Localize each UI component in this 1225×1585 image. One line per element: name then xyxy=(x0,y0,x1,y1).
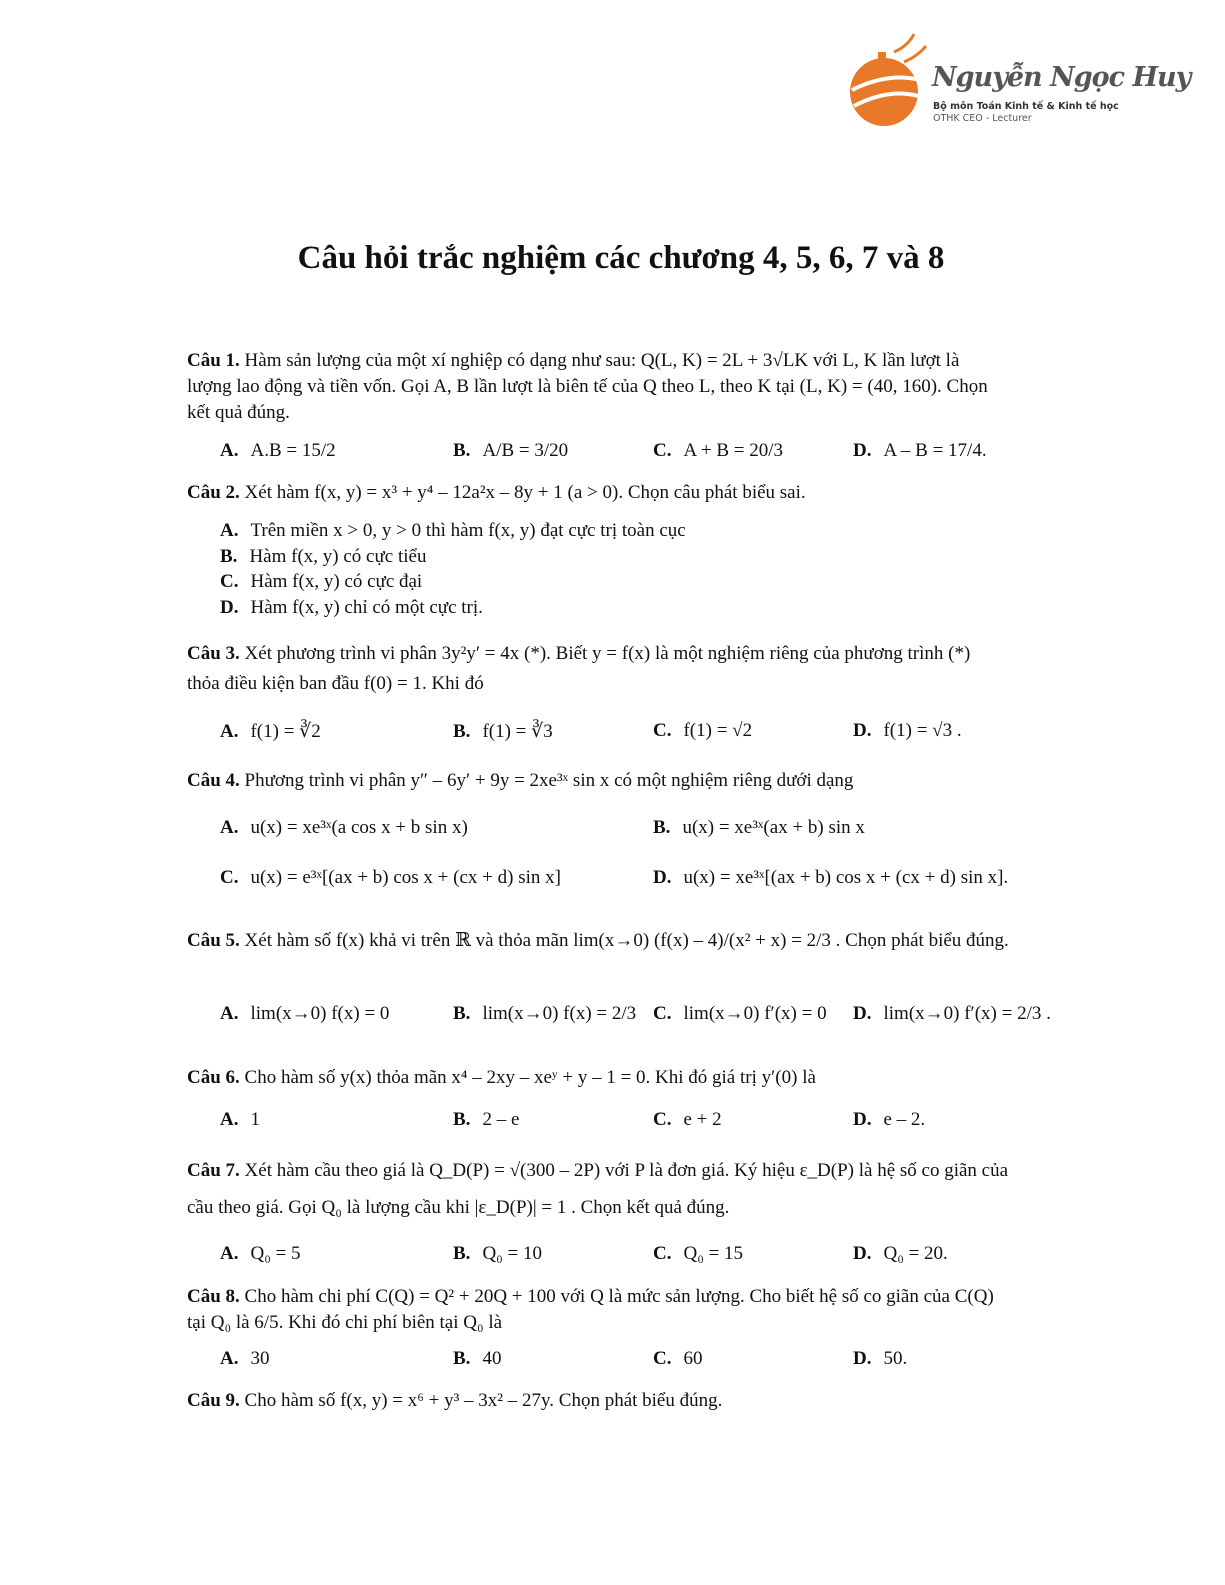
question-8-option-b[interactable] xyxy=(453,1348,501,1370)
question-text: cầu theo giá. Gọi Q₀ là lượng cầu khi |ε_D(P)| = 1 . Chọn kết quả đúng. xyxy=(187,1197,730,1218)
option-label: C. xyxy=(653,1348,672,1369)
option-text: lim(x→0) f′(x) = 2/3 . xyxy=(883,1003,1051,1024)
question-3-option-d[interactable] xyxy=(853,720,962,742)
option-label: D. xyxy=(653,867,672,888)
option-label: C. xyxy=(653,1243,672,1264)
question-number: Câu 4. xyxy=(187,770,240,791)
question-number: Câu 9. xyxy=(187,1390,240,1411)
option-text: Trên miền x > 0, y > 0 thì hàm f(x, y) đạt cực trị toàn cục xyxy=(250,520,686,541)
option-label: B. xyxy=(653,817,671,838)
option-text: Q₀ = 10 xyxy=(482,1243,542,1264)
question-6-option-d[interactable] xyxy=(853,1109,925,1131)
option-text: 2 – e xyxy=(482,1109,520,1130)
question-2-line xyxy=(187,480,806,506)
question-3-option-a[interactable] xyxy=(220,720,321,743)
question-9-line xyxy=(187,1388,722,1414)
question-3-line xyxy=(187,671,484,697)
question-2-option-b[interactable] xyxy=(220,546,426,568)
question-4-option-d[interactable] xyxy=(653,867,1008,889)
option-label: A. xyxy=(220,520,239,541)
option-label: A. xyxy=(220,440,239,461)
question-1-option-d[interactable] xyxy=(853,440,987,462)
option-label: B. xyxy=(453,1109,471,1130)
question-text: Xét hàm f(x, y) = x³ + y⁴ – 12a²x – 8y + 1 (a > 0). Chọn câu phát biểu sai. xyxy=(244,482,806,503)
question-5-option-d[interactable] xyxy=(853,1003,1051,1025)
option-label: C. xyxy=(653,720,672,741)
question-1-line xyxy=(187,400,290,426)
option-text: 50. xyxy=(883,1348,908,1369)
question-8-option-a[interactable] xyxy=(220,1348,269,1370)
option-label: A. xyxy=(220,1109,239,1130)
option-label: C. xyxy=(220,571,239,592)
question-2-option-c[interactable] xyxy=(220,571,422,593)
question-7-option-a[interactable] xyxy=(220,1243,301,1265)
question-8-option-d[interactable] xyxy=(853,1348,907,1370)
option-text: e – 2. xyxy=(883,1109,926,1130)
question-4-option-b[interactable] xyxy=(653,817,865,839)
option-label: C. xyxy=(653,440,672,461)
question-7-option-c[interactable] xyxy=(653,1243,743,1265)
option-text: 60 xyxy=(683,1348,703,1369)
option-label: A. xyxy=(220,817,239,838)
option-label: D. xyxy=(853,720,872,741)
question-number: Câu 1. xyxy=(187,350,240,371)
question-text: lượng lao động và tiền vốn. Gọi A, B lần lượt là biên tế của Q theo L, theo K tại (L, K) = (40, 160). Chọn xyxy=(187,376,988,397)
option-label: B. xyxy=(453,1348,471,1369)
question-6-option-a[interactable] xyxy=(220,1109,260,1131)
question-1-line xyxy=(187,348,959,374)
option-label: D. xyxy=(853,1348,872,1369)
question-text: Xét phương trình vi phân 3y²y′ = 4x (*). Biết y = f(x) là một nghiệm riêng của phương trình (*) xyxy=(244,643,971,664)
option-label: B. xyxy=(453,1243,471,1264)
option-text: u(x) = xe³ˣ(a cos x + b sin x) xyxy=(250,817,468,838)
question-number: Câu 7. xyxy=(187,1160,240,1181)
option-text: f(1) = √3 . xyxy=(883,720,962,741)
question-number: Câu 5. xyxy=(187,930,240,951)
option-label: D. xyxy=(220,596,239,618)
option-text: lim(x→0) f(x) = 2/3 xyxy=(482,1003,637,1024)
option-label: C. xyxy=(653,1003,672,1024)
question-8-option-c[interactable] xyxy=(653,1348,702,1370)
question-3-option-c[interactable] xyxy=(653,720,752,742)
option-text: A.B = 15/2 xyxy=(250,440,336,461)
question-text: Xét hàm số f(x) khả vi trên ℝ và thỏa mãn lim(x→0) (f(x) – 4)/(x² + x) = 2/3 . Chọn phát biểu đúng. xyxy=(244,930,1009,951)
option-text: lim(x→0) f(x) = 0 xyxy=(250,1003,390,1024)
option-label: C. xyxy=(653,1109,672,1130)
option-label: A. xyxy=(220,1003,239,1024)
question-number: Câu 3. xyxy=(187,643,240,664)
question-text: kết quả đúng. xyxy=(187,402,290,423)
question-5-option-a[interactable] xyxy=(220,1003,389,1025)
option-label: D. xyxy=(853,1003,872,1024)
question-number: Câu 8. xyxy=(187,1286,240,1307)
option-text: Hàm f(x, y) có cực đại xyxy=(250,571,423,592)
question-text: Phương trình vi phân y″ – 6y′ + 9y = 2xe³ˣ sin x có một nghiệm riêng dưới dạng xyxy=(244,770,854,791)
question-number: Câu 2. xyxy=(187,482,240,503)
option-text: Q₀ = 15 xyxy=(683,1243,744,1264)
question-7-line xyxy=(187,1195,729,1221)
logo-globe-icon xyxy=(848,32,928,132)
logo-role: OTHK CEO - Lecturer xyxy=(933,113,1032,124)
option-text: Hàm f(x, y) có cực tiểu xyxy=(249,545,427,567)
question-7-option-d[interactable] xyxy=(853,1243,948,1265)
question-4-option-c[interactable] xyxy=(220,867,561,889)
option-label: A. xyxy=(220,1348,239,1369)
question-2-option-d[interactable] xyxy=(220,597,483,619)
question-5-line xyxy=(187,928,1009,954)
logo-emblem xyxy=(848,32,928,132)
question-7-option-b[interactable] xyxy=(453,1243,542,1265)
question-4-line xyxy=(187,768,853,794)
option-label: D. xyxy=(853,1243,872,1264)
question-4-option-a[interactable] xyxy=(220,817,468,839)
option-label: A. xyxy=(220,1243,239,1264)
option-text: 30 xyxy=(250,1348,270,1369)
question-1-option-c[interactable] xyxy=(653,440,783,462)
option-text: u(x) = xe³ˣ(ax + b) sin x xyxy=(682,817,865,838)
question-6-line xyxy=(187,1065,816,1091)
question-3-line xyxy=(187,641,970,667)
option-label: A. xyxy=(220,721,239,742)
question-8-line xyxy=(187,1310,502,1336)
option-label: B. xyxy=(453,1003,471,1024)
question-1-line xyxy=(187,374,988,400)
question-2-option-a[interactable] xyxy=(220,520,686,542)
question-text: Cho hàm số y(x) thỏa mãn x⁴ – 2xy – xeʸ + y – 1 = 0. Khi đó giá trị y′(0) là xyxy=(244,1067,816,1088)
option-text: A + B = 20/3 xyxy=(683,440,784,461)
question-3-option-b[interactable] xyxy=(453,720,553,743)
question-6-option-b[interactable] xyxy=(453,1109,519,1131)
option-text: A – B = 17/4. xyxy=(883,440,987,461)
option-text: Q₀ = 20. xyxy=(883,1243,948,1264)
option-text: f(1) = √2 xyxy=(683,720,753,741)
option-text: f(1) = ∛3 xyxy=(482,721,553,742)
question-8-line xyxy=(187,1284,994,1310)
question-1-option-a[interactable] xyxy=(220,440,336,462)
question-7-line xyxy=(187,1158,1008,1184)
question-number: Câu 6. xyxy=(187,1067,240,1088)
page-title: Câu hỏi trắc nghiệm các chương 4, 5, 6, 7 và 8 xyxy=(297,240,945,276)
option-label: D. xyxy=(853,1109,872,1130)
logo-name: Nguyễn Ngọc Huy xyxy=(932,62,1191,93)
option-label: D. xyxy=(853,440,872,461)
question-5-option-b[interactable] xyxy=(453,1003,636,1025)
option-label: B. xyxy=(453,721,471,742)
question-text: tại Q₀ là 6/5. Khi đó chi phí biên tại Q₀ là xyxy=(187,1312,503,1333)
option-label: C. xyxy=(220,867,239,888)
question-text: Cho hàm chi phí C(Q) = Q² + 20Q + 100 với Q là mức sản lượng. Cho biết hệ số co giãn của C(Q) xyxy=(244,1286,994,1307)
question-6-option-c[interactable] xyxy=(653,1109,722,1131)
option-text: 1 xyxy=(250,1109,260,1130)
question-text: Cho hàm số f(x, y) = x⁶ + y³ – 3x² – 27y. Chọn phát biểu đúng. xyxy=(244,1390,723,1411)
option-text: Hàm f(x, y) chỉ có một cực trị. xyxy=(250,596,483,618)
logo-subtitle: Bộ môn Toán Kinh tế & Kinh tế học xyxy=(933,101,1119,112)
option-text: 40 xyxy=(482,1348,502,1369)
option-text: e + 2 xyxy=(683,1109,722,1130)
question-5-option-c[interactable] xyxy=(653,1003,827,1025)
option-text: Q₀ = 5 xyxy=(250,1243,301,1264)
option-text: u(x) = xe³ˣ[(ax + b) cos x + (cx + d) sin x]. xyxy=(683,867,1009,888)
option-label: B. xyxy=(453,440,471,461)
option-text: lim(x→0) f′(x) = 0 xyxy=(683,1003,827,1024)
option-text: A/B = 3/20 xyxy=(482,440,569,461)
question-text: Xét hàm cầu theo giá là Q_D(P) = √(300 – 2P) với P là đơn giá. Ký hiệu ε_D(P) là hệ số co giãn của xyxy=(244,1160,1009,1181)
question-1-option-b[interactable] xyxy=(453,440,568,462)
option-label: B. xyxy=(220,545,238,567)
question-text: thỏa điều kiện ban đầu f(0) = 1. Khi đó xyxy=(187,673,484,694)
option-text: f(1) = ∛2 xyxy=(250,721,321,742)
option-text: u(x) = e³ˣ[(ax + b) cos x + (cx + d) sin x] xyxy=(250,867,561,888)
question-text: Hàm sản lượng của một xí nghiệp có dạng như sau: Q(L, K) = 2L + 3√LK với L, K lần lượt là xyxy=(244,350,960,371)
